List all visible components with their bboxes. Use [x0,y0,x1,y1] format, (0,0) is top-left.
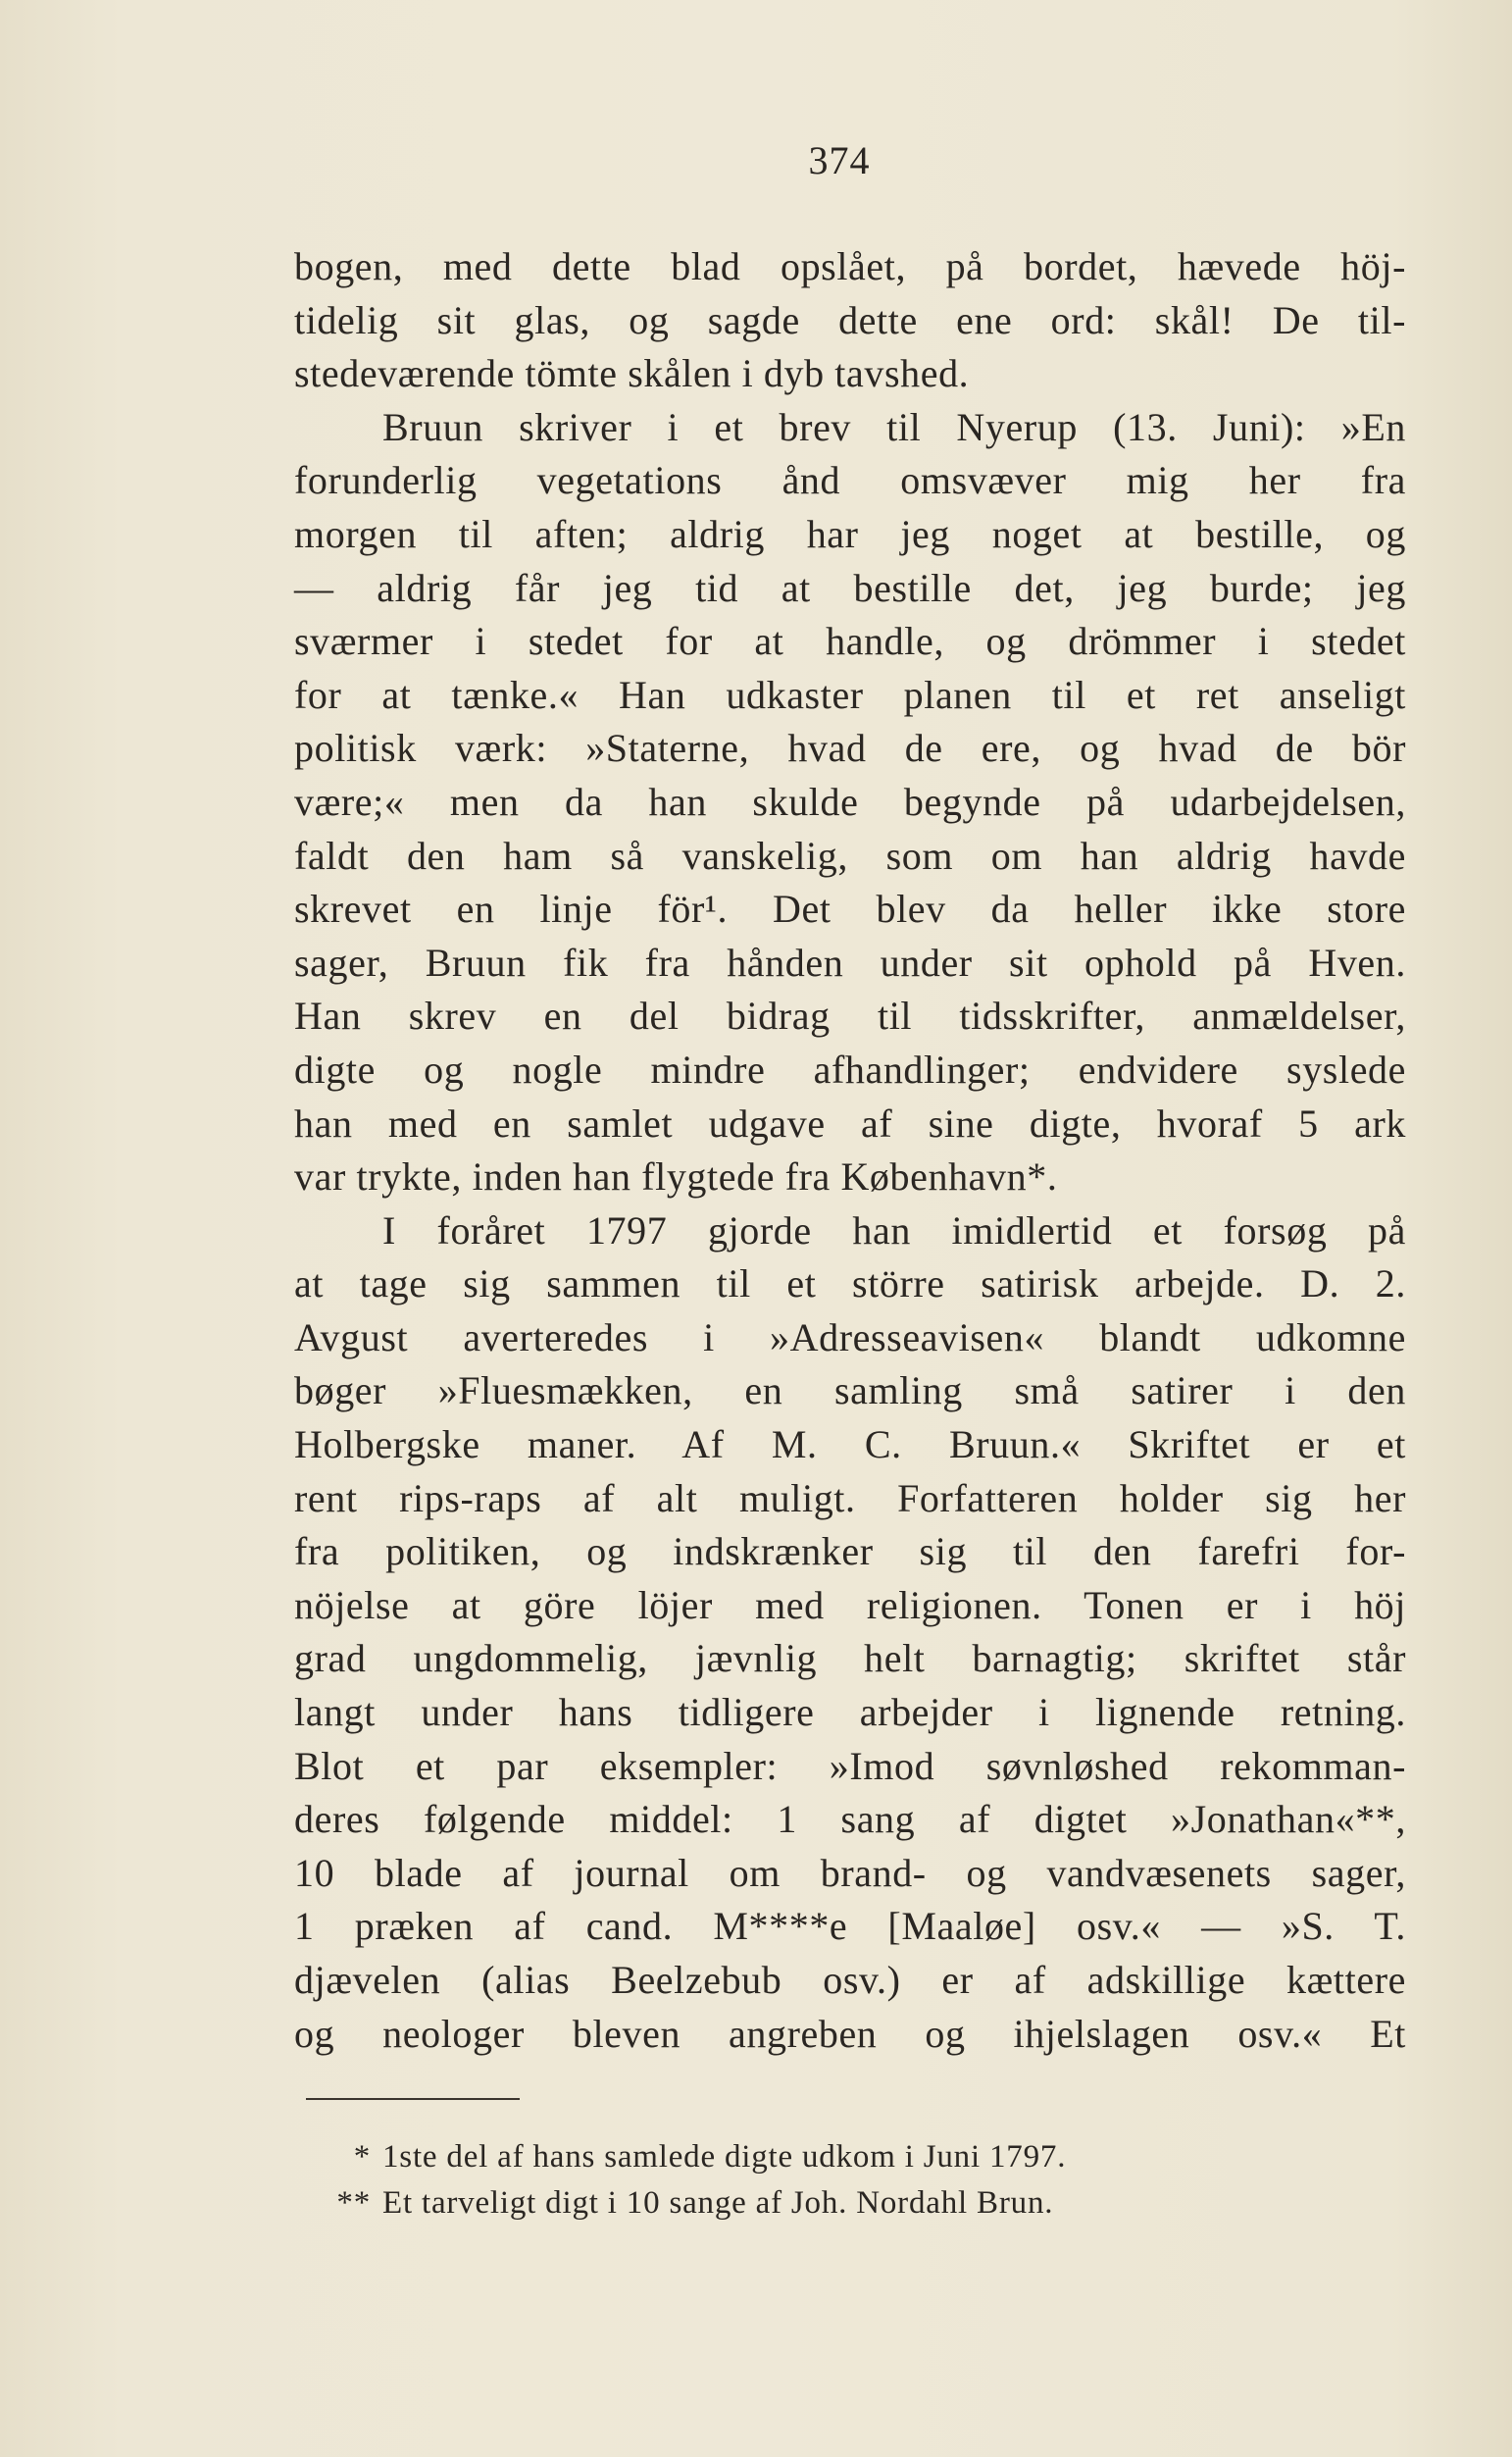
text-line: Blot et par eksempler: »Imod søvnløshed rekomman- [294,1743,1406,1788]
text-line: skrevet en linje för¹. Det blev da heller ikke store [294,887,1406,932]
footnote [324,2134,1304,2180]
text-line: 1 præken af cand. M****e [Maaløe] osv.« — »S. T. [294,1904,1406,1949]
text-line: fra politiken, og indskrænker sig til den farefri for- [294,1529,1406,1574]
footnote [324,2180,1304,2227]
text-line: deres følgende middel: 1 sang af digtet »Jonathan«**, [294,1797,1406,1842]
footnote-mark: * [353,2139,371,2175]
text-line: I foråret 1797 gjorde han imidlertid et forsøg på [382,1207,1406,1253]
text-line: og neologer bleven angreben og ihjelslagen osv.« Et [294,2011,1406,2056]
text-line: han med en samlet udgave af sine digte, hvoraf 5 ark [294,1101,1406,1146]
text-line: sager, Bruun fik fra hånden under sit ophold på Hven. [294,940,1406,985]
text-line: rent rips-raps af alt muligt. Forfatteren holder sig her [294,1475,1406,1520]
footnote-separator [306,2098,520,2100]
text-line: 10 blade af journal om brand- og vandvæsenets sager, [294,1850,1406,1895]
body-text [294,240,1406,2061]
text-line: nöjelse at göre löjer med religionen. Tonen er i höj [294,1582,1406,1627]
text-line: langt under hans tidligere arbejder i lignende retning. [294,1690,1406,1735]
text-line: morgen til aften; aldrig har jeg noget at bestille, og [294,511,1406,556]
text-line: digte og nogle mindre afhandlinger; endvidere syslede [294,1047,1406,1092]
text-line: at tage sig sammen til et större satirisk arbejde. D. 2. [294,1261,1406,1306]
footnote-text: Et tarveligt digt i 10 sange af Joh. Nordahl Brun. [382,2185,1054,2221]
text-line: djævelen (alias Beelzebub osv.) er af adskillige kættere [294,1958,1406,2002]
text-line: faldt den ham så vanskelig, som om han aldrig havde [294,833,1406,878]
text-line: for at tænke.« Han udkaster planen til et ret anseligt [294,672,1406,717]
page-number: 374 [808,138,871,182]
text-line: forunderlig vegetations ånd omsvæver mig her fra [294,458,1406,503]
text-line: grad ungdommelig, jævnlig helt barnagtig; skriftet står [294,1636,1406,1681]
text-line: — aldrig får jeg tid at bestille det, jeg burde; jeg [294,565,1406,610]
text-line: var trykte, inden han flygtede fra København*. [294,1154,1058,1200]
text-line: Avgust averteredes i »Adresseavisen« blandt udkomne [294,1314,1406,1359]
text-line: Holbergske maner. Af M. C. Bruun.« Skriftet er et [294,1422,1406,1467]
footnotes [324,2134,1304,2227]
text-line: Han skrev en del bidrag til tidsskrifter, anmældelser, [294,994,1406,1039]
text-line: tidelig sit glas, og sagde dette ene ord: skål! De til- [294,297,1406,342]
text-line: bøger »Fluesmækken, en samling små satirer i den [294,1368,1406,1413]
text-line: sværmer i stedet for at handle, og drömmer i stedet [294,619,1406,664]
footnote-text: 1ste del af hans samlede digte udkom i Juni 1797. [382,2139,1067,2175]
text-line: være;« men da han skulde begynde på udarbejdelsen, [294,779,1406,824]
footnote-mark: ** [336,2185,371,2221]
text-line: politisk værk: »Staterne, hvad de ere, og hvad de bör [294,726,1406,771]
text-line: stedeværende tömte skålen i dyb tavshed. [294,351,970,396]
text-line: bogen, med dette blad opslået, på bordet, hævede höj- [294,244,1406,288]
text-line: Bruun skriver i et brev til Nyerup (13. Juni): »En [382,404,1406,449]
